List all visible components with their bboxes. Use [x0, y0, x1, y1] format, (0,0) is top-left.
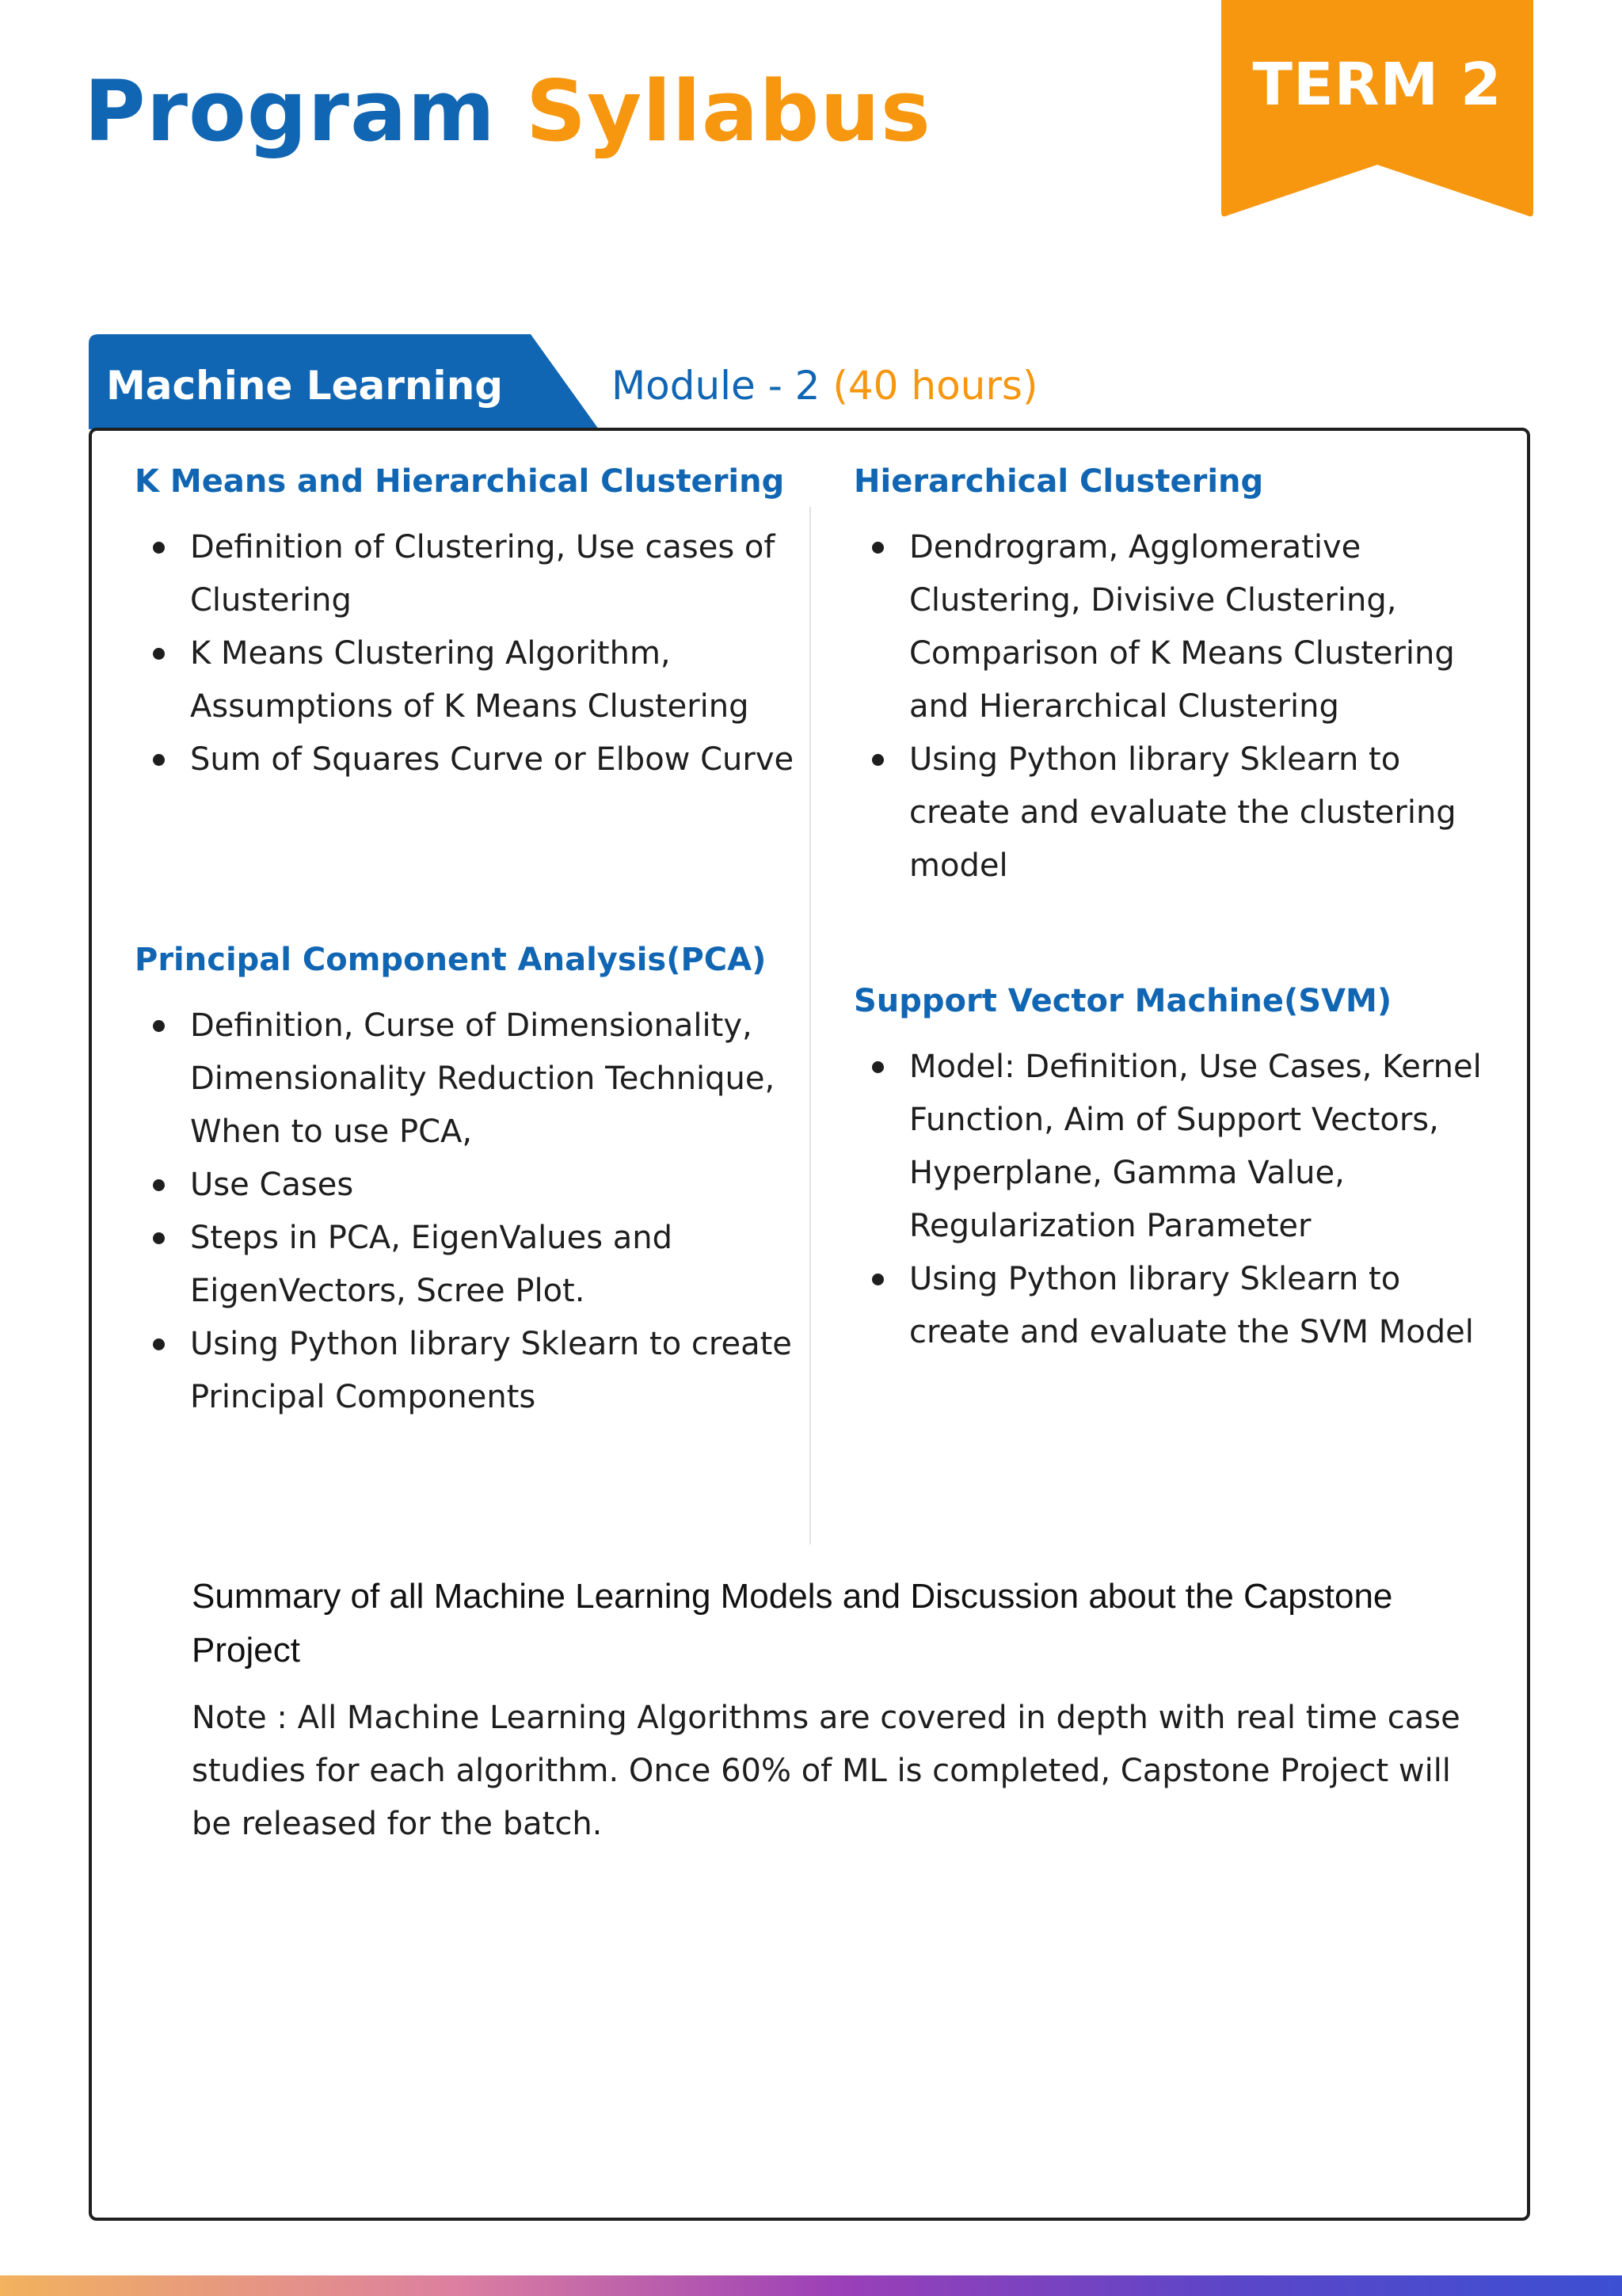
bullet-item [135, 1212, 800, 1318]
bullet-text: Model: Definition, Use Cases, Kernel Function, Aim of Support Vectors, Hyperplane, Gamma Value, Regularization Parameter [909, 1049, 1482, 1244]
bullet-text: Using Python library Sklearn to create and evaluate the clustering model [909, 741, 1456, 884]
title-word-program: Program [84, 63, 496, 160]
bullet-item [135, 733, 800, 786]
bullet-text: Dendrogram, Agglomerative Clustering, Divisive Clustering, Comparison of K Means Clustering and Hierarchical Clustering [909, 529, 1455, 725]
bullet-text: Use Cases [190, 1167, 354, 1203]
bullet-dot [153, 648, 165, 660]
section-bullets [854, 1041, 1503, 1359]
bullet-dot [872, 1061, 884, 1073]
bullet-item [854, 733, 1503, 893]
module-info [611, 363, 1038, 409]
bottom-gradient-bar [0, 2275, 1622, 2296]
section-bullets [135, 1000, 800, 1424]
bullet-item [135, 521, 800, 627]
bullet-dot [872, 542, 884, 554]
bullet-dot [153, 754, 165, 766]
module-hours: (40 hours) [832, 363, 1038, 409]
section-kmeans [135, 463, 800, 786]
bullet-item [135, 1318, 800, 1424]
section-title: Principal Component Analysis(PCA) [135, 942, 767, 978]
bullet-text: Definition of Clustering, Use cases of Clustering [190, 529, 775, 619]
column-divider [809, 507, 811, 1544]
bullet-text: Steps in PCA, EigenValues and EigenVectors, Scree Plot. [190, 1220, 673, 1309]
bullet-dot [153, 1338, 165, 1350]
module-number: Module - 2 [611, 363, 821, 409]
summary-note: Note : All Machine Learning Algorithms are covered in depth with real time case studies for each algorithm. Once 60% of ML is completed, Capstone Project will be released for the batch. [192, 1700, 1460, 1842]
bullet-text: Sum of Squares Curve or Elbow Curve [190, 741, 794, 778]
bullet-dot [153, 1232, 165, 1244]
bullet-item [135, 1000, 800, 1159]
page-title [84, 63, 931, 160]
bullet-item [854, 1253, 1503, 1359]
term-ribbon [1221, 0, 1533, 219]
bullet-dot [153, 1020, 165, 1032]
section-bullets [135, 521, 800, 786]
bullet-dot [153, 1179, 165, 1191]
summary-title: Summary of all Machine Learning Models and Discussion about the Capstone Project [192, 1577, 1393, 1670]
module-tab-label: Machine Learning [106, 363, 504, 409]
section-bullets [854, 521, 1503, 893]
title-word-syllabus: Syllabus [525, 63, 931, 160]
bullet-item [854, 521, 1503, 733]
summary-block [192, 1570, 1491, 1851]
section-title: Support Vector Machine(SVM) [854, 983, 1392, 1019]
term-badge: TERM 2 [1252, 51, 1502, 119]
bullet-item [854, 1041, 1503, 1253]
bullet-dot [872, 754, 884, 766]
bullet-text: Using Python library Sklearn to create Principal Components [190, 1326, 792, 1415]
bullet-text: Definition, Curse of Dimensionality, Dimensionality Reduction Technique, When to use PCA, [190, 1007, 775, 1150]
section-title: Hierarchical Clustering [854, 463, 1264, 500]
section-title: K Means and Hierarchical Clustering [135, 463, 785, 500]
bullet-item [135, 1159, 800, 1212]
bullet-dot [872, 1274, 884, 1285]
section-pca [135, 941, 800, 1424]
section-svm [854, 982, 1503, 1359]
bullet-dot [153, 542, 165, 554]
bullet-item [135, 627, 800, 733]
section-hierarchical [854, 463, 1503, 893]
bullet-text: Using Python library Sklearn to create and evaluate the SVM Model [909, 1261, 1474, 1350]
bullet-text: K Means Clustering Algorithm, Assumptions of K Means Clustering [190, 635, 749, 725]
